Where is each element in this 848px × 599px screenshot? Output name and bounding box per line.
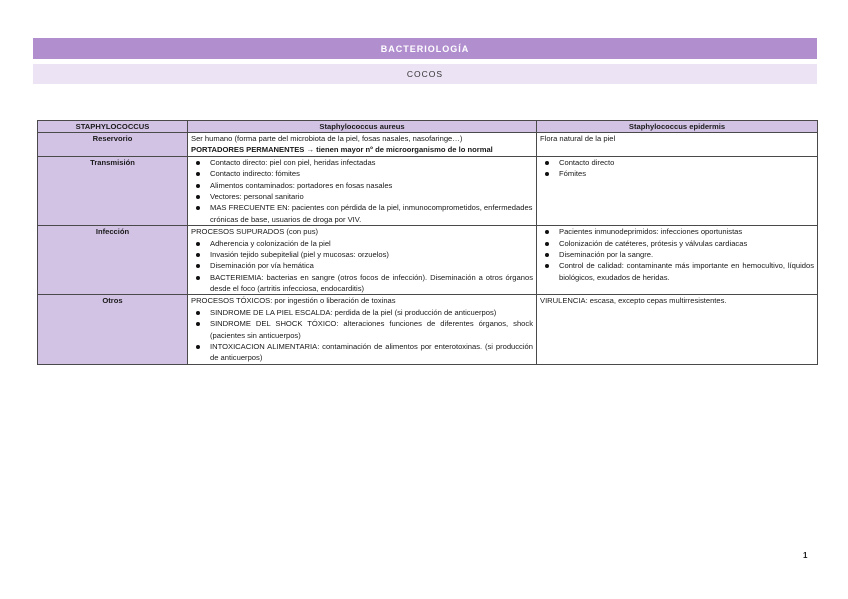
list-item: Pacientes inmunodeprimidos: infecciones oportunistas xyxy=(540,226,814,237)
list-item: Adherencia y colonización de la piel xyxy=(191,238,533,249)
list-item: SINDROME DE LA PIEL ESCALDA: perdida de la piel (si producción de anticuerpos) xyxy=(191,307,533,318)
aureus-cell xyxy=(188,156,537,225)
bullet-list xyxy=(191,238,533,295)
cell-text: Ser humano (forma parte del microbiota de la piel, fosas nasales, nasofaringe…) xyxy=(191,134,463,143)
bullet-list xyxy=(191,157,533,225)
page-title: BACTERIOLOGÍA xyxy=(380,43,470,54)
table-header-row xyxy=(38,121,818,133)
row-label: Otros xyxy=(38,295,188,364)
list-item: Alimentos contaminados: portadores en fosas nasales xyxy=(191,180,533,191)
list-item: MAS FRECUENTE EN: pacientes con pérdida de la piel, inmunocomprometidos, enfermedades crónicas de base, usuarios de droga por VIV. xyxy=(191,202,533,225)
epidermis-cell: Flora natural de la piel xyxy=(537,133,818,157)
table-row-reservorio xyxy=(38,133,818,157)
epidermis-cell xyxy=(537,226,818,295)
list-item: Contacto directo xyxy=(540,157,814,168)
list-item: Colonización de catéteres, prótesis y válvulas cardiacas xyxy=(540,238,814,249)
cell-heading: PROCESOS SUPURADOS (con pus) xyxy=(191,227,319,237)
row-label: Transmisión xyxy=(38,156,188,225)
section-subtitle: COCOS xyxy=(406,69,444,79)
staphylococcus-table xyxy=(37,120,818,365)
cell-text: PORTADORES PERMANENTES → tienen mayor nº de microorganismo de lo normal xyxy=(191,145,493,155)
bullet-list xyxy=(540,226,814,283)
table-row-transmision xyxy=(38,156,818,225)
bullet-list xyxy=(540,157,814,180)
row-label: Reservorio xyxy=(38,133,188,157)
bullet-list xyxy=(191,307,533,364)
list-item: Fómites xyxy=(540,168,814,179)
list-item: BACTERIEMIA: bacterias en sangre (otros focos de infección). Diseminación a otros órganos desde el foco (artritis infecciosa, endocarditis) xyxy=(191,272,533,295)
list-item: SINDROME DEL SHOCK TÓXICO: alteraciones funciones de diferentes órganos, shock (pacientes sin anticuerpos) xyxy=(191,318,533,341)
epidermis-cell xyxy=(537,156,818,225)
list-item: Contacto indirecto: fómites xyxy=(191,168,533,179)
table-row-otros xyxy=(38,295,818,364)
cell-heading: PROCESOS TÓXICOS: por ingestión o liberación de toxinas xyxy=(191,296,396,306)
table-row-infeccion xyxy=(38,226,818,295)
column-header: Staphylococcus epidermis xyxy=(537,121,818,133)
row-label: Infección xyxy=(38,226,188,295)
page-title-banner xyxy=(33,38,817,59)
list-item: Invasión tejido subepitelial (piel y mucosas: orzuelos) xyxy=(191,249,533,260)
section-subtitle-banner xyxy=(33,64,817,84)
list-item: Diseminación por la sangre. xyxy=(540,249,814,260)
epidermis-cell: VIRULENCIA: escasa, excepto cepas multirresistentes. xyxy=(537,295,818,364)
column-header: Staphylococcus aureus xyxy=(188,121,537,133)
list-item: INTOXICACION ALIMENTARIA: contaminación de alimentos por enterotoxinas. (si producción de anticuerpos) xyxy=(191,341,533,364)
aureus-cell xyxy=(188,133,537,157)
list-item: Control de calidad: contaminante más importante en hemocultivo, líquidos biológicos, exudados de heridas. xyxy=(540,260,814,283)
page-number: 1 xyxy=(803,551,808,560)
column-header: STAPHYLOCOCCUS xyxy=(38,121,188,133)
list-item: Diseminación por vía hemática xyxy=(191,260,533,271)
list-item: Contacto directo: piel con piel, heridas infectadas xyxy=(191,157,533,168)
aureus-cell xyxy=(188,226,537,295)
list-item: Vectores: personal sanitario xyxy=(191,191,533,202)
aureus-cell xyxy=(188,295,537,364)
